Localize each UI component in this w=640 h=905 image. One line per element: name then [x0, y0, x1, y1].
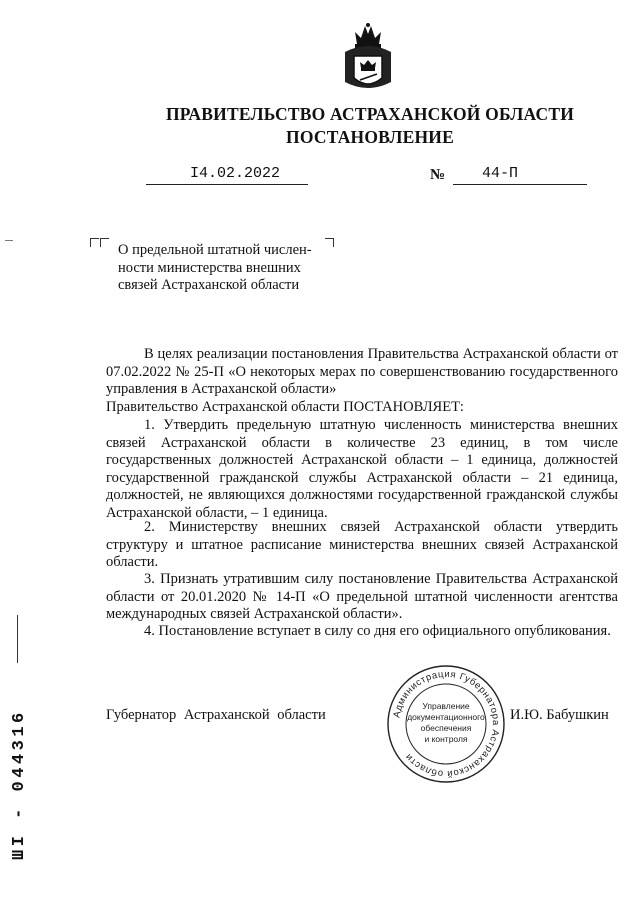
signatory-name: И.Ю. Бабушкин	[510, 707, 609, 723]
document-type-title: ПОСТАНОВЛЕНИЕ	[286, 127, 454, 147]
preamble-paragraph: В целях реализации постановления Правительства Астраханской области от 07.02.2022 № 25-П «О некоторых мерах по совершенствованию государственного управления в Астраханской области»	[106, 346, 618, 398]
margin-rule	[17, 615, 18, 663]
document-subject	[118, 242, 325, 295]
organization-title: ПРАВИТЕЛЬСТВО АСТРАХАНСКОЙ ОБЛАСТИ	[165, 104, 575, 124]
item-1-paragraph: 1. Утвердить предельную штатную численность министерства внешних связей Астраханской области в количестве 23 единиц, в том числе государственных должностей Астраханской области – 1 единица, должностей государственной гражданской службы Астраханской области – 21 единица, должностей, не являющихся должностями государственной гражданской службы Астраханской области, – 1 единица.	[106, 417, 618, 521]
coat-of-arms-emblem	[343, 22, 393, 94]
stamp-ring-text: Администрация Губернатора Астраханской области	[391, 668, 502, 780]
signatory-title: Губернатор Астраханской области	[106, 707, 326, 723]
date-underline	[146, 184, 308, 185]
document-date: I4.02.2022	[190, 165, 281, 182]
stamp-line: Управление	[422, 701, 470, 711]
stamp-line: обеспечения	[420, 723, 472, 733]
subject-line: ности министерства внешних	[118, 259, 301, 276]
corner-mark-left	[90, 238, 99, 247]
item-2-paragraph: 2. Министерству внешних связей Астраханской области утвердить структуру и штатное расписание министерства внешних связей Астраханской области.	[106, 519, 618, 571]
subject-line: О предельной штатной числен-	[118, 242, 312, 258]
number-underline	[453, 184, 587, 185]
stamp-line: документационного	[407, 712, 485, 722]
subject-line: связей Астраханской области	[118, 277, 300, 294]
document-number: 44-П	[482, 165, 519, 182]
number-label: №	[430, 167, 446, 183]
official-stamp	[385, 663, 507, 785]
stamp-line: и контроля	[424, 734, 468, 744]
margin-mark	[5, 240, 13, 241]
corner-mark-left-inner	[100, 238, 109, 247]
side-registration-code: ШI - 044316	[10, 709, 29, 860]
item-4-paragraph: 4. Постановление вступает в силу со дня его официального опубликования.	[144, 623, 611, 639]
item-3-paragraph: 3. Признать утратившим силу постановление Правительства Астраханской области от 20.01.2020 № 14-П «О предельной штатной численности агентства международных связей Астраханской области».	[106, 571, 618, 623]
corner-mark-right	[325, 238, 334, 247]
resolves-paragraph: Правительство Астраханской области ПОСТАНОВЛЯЕТ:	[106, 399, 464, 415]
